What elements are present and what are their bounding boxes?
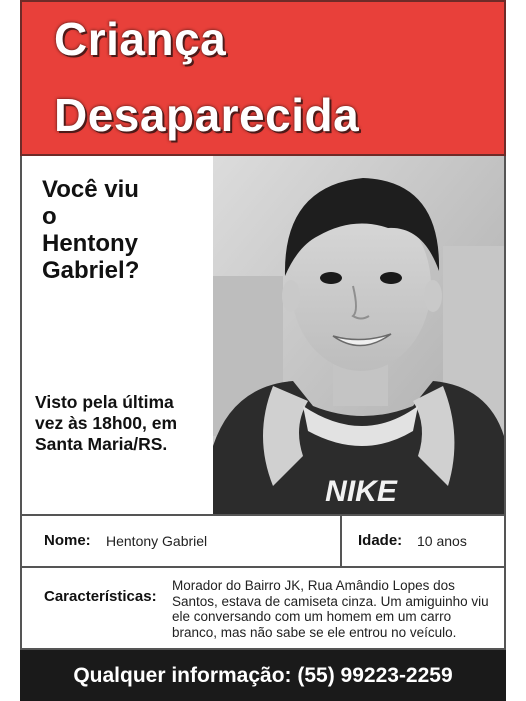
contact-footer (20, 650, 506, 701)
question-line: Você viu (42, 176, 139, 203)
child-photo-illustration (213, 156, 504, 514)
missing-child-poster (20, 0, 506, 701)
info-row-traits (20, 568, 506, 650)
name-value: Hentony Gabriel (106, 533, 208, 549)
question-text (42, 176, 212, 284)
child-photo (213, 156, 506, 514)
shirt-logo-text: NIKE (325, 475, 397, 508)
age-value: 10 anos (417, 533, 467, 549)
last-seen-line: vez às 18h00, em (35, 413, 178, 433)
last-seen-line: Santa Maria/RS. (35, 434, 168, 454)
question-line: Gabriel? (42, 257, 140, 284)
poster-middle (20, 156, 506, 514)
title-line-2: Desaparecida (54, 89, 360, 141)
last-seen-line: Visto pela última (35, 392, 174, 412)
age-label: Idade: (358, 532, 403, 549)
traits-value: Morador do Bairro JK, Rua Amândio Lopes dos Santos, estava de camiseta cinza. Um amiguinho viu ele conversando com um homem em um carro branco, mas não sabe se ele entrou no veículo. (172, 578, 489, 640)
info-row-name-age (20, 514, 506, 568)
contact-text: Qualquer informação: (55) 99223-2259 (73, 664, 453, 687)
poster-left-column (20, 156, 213, 514)
question-line: Hentony (42, 230, 138, 257)
question-line: o (42, 203, 57, 230)
poster-header (20, 0, 506, 156)
title-line-1: Criança (54, 13, 227, 65)
row-divider (340, 516, 342, 566)
traits-label: Características: (44, 588, 157, 605)
last-seen-text (35, 392, 213, 455)
name-label: Nome: (44, 532, 91, 549)
